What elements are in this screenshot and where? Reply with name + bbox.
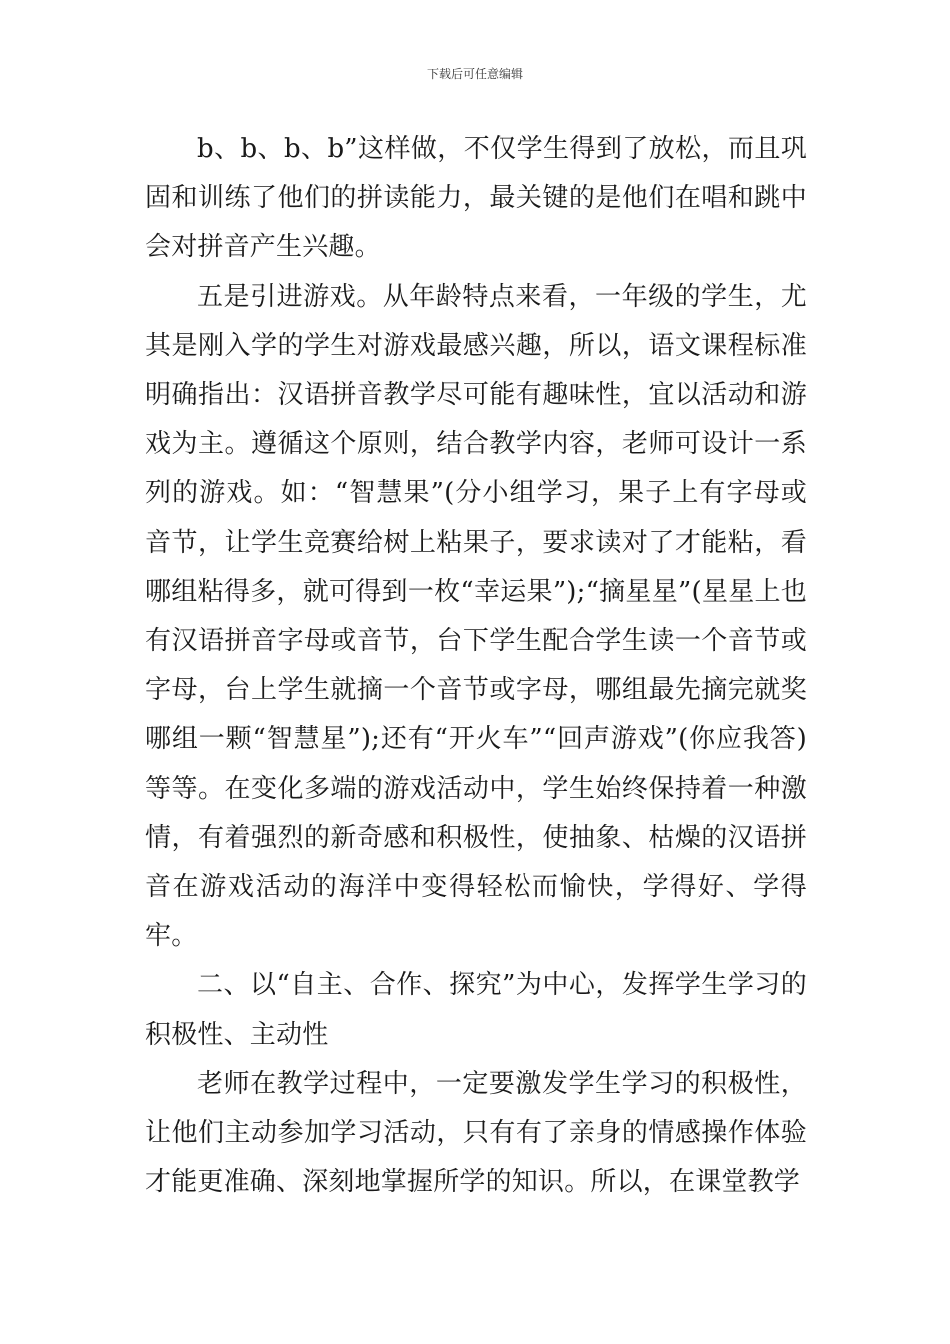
- paragraph-4: 老师在教学过程中，一定要激发学生学习的积极性，让他们主动参加学习活动，只有有了亲身的情感操作体验才能更准确、深刻地掌握所学的知识。所以，在课堂教学: [145, 1068, 807, 1198]
- paragraph-2: 五是引进游戏。从年龄特点来看，一年级的学生，尤其是刚入学的学生对游戏最感兴趣，所以，语文课程标准明确指出：汉语拼音教学尽可能有趣味性，宜以活动和游戏为主。遵循这个原则，结合教学内容，老师可设计一系列的游戏。如：“智慧果”(分小组学习，果子上有字母或音节，让学生竞赛给树上粘果子，要求读对了才能粘，看哪组粘得多，就可得到一枚“幸运果”);“摘星星”(星星上也有汉语拼音字母或音节，台下学生配合学生读一个音节或字母，台上学生就摘一个音节或字母，哪组最先摘完就奖哪组一颗“智慧星”);还有“开火车”“回声游戏”(你应我答)等等。在变化多端的游戏活动中，学生始终保持着一种激情，有着强烈的新奇感和积极性，使抽象、枯燥的汉语拼音在游戏活动的海洋中变得轻松而愉快，学得好、学得牢。: [145, 281, 807, 952]
- page-header: 下载后可任意编辑: [426, 67, 523, 81]
- document-body: [145, 125, 807, 1207]
- paragraph-3-heading: 二、以“自主、合作、探究”为中心，发挥学生学习的积极性、主动性: [145, 970, 807, 1050]
- paragraph-1: b、b、b、b”这样做，不仅学生得到了放松，而且巩固和训练了他们的拼读能力，最关键的是他们在唱和跳中会对拼音产生兴趣。: [145, 134, 807, 263]
